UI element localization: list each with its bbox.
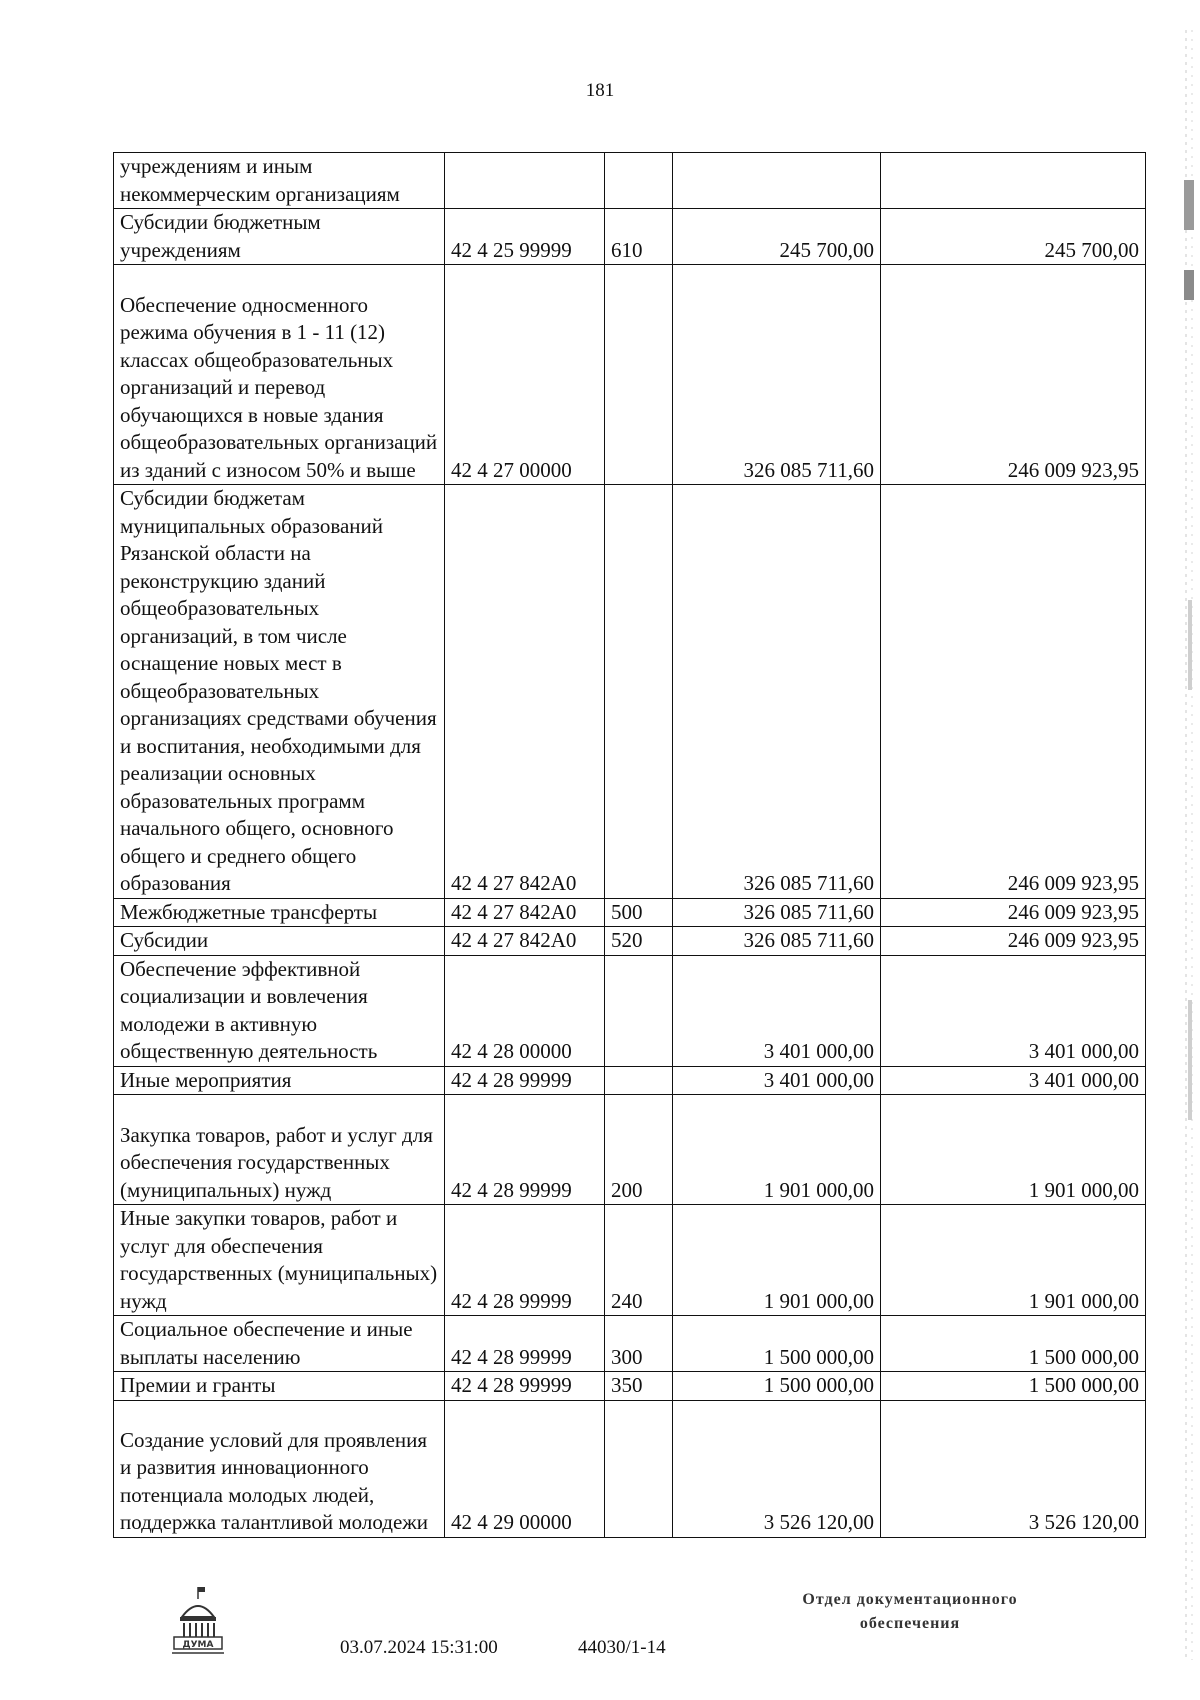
table-row [114,898,1146,927]
table-row [114,1095,1146,1205]
row-value-2: 1 500 000,00 [881,1372,1146,1401]
row-code: 42 4 29 00000 [445,1400,605,1537]
department-stamp-line-2: обеспечения [859,1615,961,1632]
row-name: учреждениям и иным некоммерческим организациям [114,153,445,209]
row-expense-type: 240 [605,1205,673,1316]
row-value-1: 1 901 000,00 [673,1205,881,1316]
table-row [114,927,1146,956]
row-code: 42 4 25 99999 [445,209,605,265]
row-value-1: 1 901 000,00 [673,1095,881,1205]
row-value-2 [881,153,1146,209]
row-value-2: 3 401 000,00 [881,955,1146,1066]
row-name: Социальное обеспечение и иные выплаты населению [114,1316,445,1372]
row-name: Обеспечение эффективной социализации и вовлечения молодежи в активную общественную деятельность [114,955,445,1066]
row-name: Субсидии [114,927,445,956]
table-row [114,1372,1146,1401]
table-row [114,1066,1146,1095]
page-number: 181 [585,80,615,101]
row-value-1: 245 700,00 [673,209,881,265]
row-expense-type [605,1400,673,1537]
row-value-2: 1 901 000,00 [881,1205,1146,1316]
row-value-1: 3 401 000,00 [673,1066,881,1095]
row-code: 42 4 28 99999 [445,1066,605,1095]
table-row [114,209,1146,265]
row-value-1 [673,153,881,209]
row-value-2: 246 009 923,95 [881,485,1146,899]
row-code [445,153,605,209]
row-value-1: 326 085 711,60 [673,898,881,927]
row-expense-type [605,955,673,1066]
row-value-2: 1 500 000,00 [881,1316,1146,1372]
row-value-2: 246 009 923,95 [881,898,1146,927]
duma-logo-icon [168,1585,228,1661]
row-code: 42 4 27 842А0 [445,898,605,927]
row-expense-type: 500 [605,898,673,927]
row-code: 42 4 28 99999 [445,1205,605,1316]
row-expense-type: 520 [605,927,673,956]
row-expense-type [605,153,673,209]
logo-text: ДУМА [182,1640,214,1650]
row-value-1: 1 500 000,00 [673,1316,881,1372]
table-row [114,1205,1146,1316]
row-value-2: 3 526 120,00 [881,1400,1146,1537]
row-value-1: 1 500 000,00 [673,1372,881,1401]
row-value-2: 246 009 923,95 [881,265,1146,485]
row-expense-type: 350 [605,1372,673,1401]
row-name: Обеспечение односменного режима обучения в 1 - 11 (12) классах общеобразовательных организаций и перевод обучающихся в новые здания общеобразовательных организаций из зданий с износом 50% и выше [114,265,445,485]
row-expense-type [605,485,673,899]
row-name: Премии и гранты [114,1372,445,1401]
department-stamp [760,1588,1060,1636]
document-number: 44030/1-14 [578,1637,666,1658]
table-row [114,1400,1146,1537]
row-code: 42 4 28 99999 [445,1316,605,1372]
row-code: 42 4 28 00000 [445,955,605,1066]
row-name: Межбюджетные трансферты [114,898,445,927]
table-row [114,1316,1146,1372]
row-value-1: 326 085 711,60 [673,485,881,899]
department-stamp-line-1: Отдел документационного [802,1591,1018,1608]
table-row [114,485,1146,899]
table-row [114,955,1146,1066]
row-code: 42 4 27 842А0 [445,485,605,899]
row-value-2: 1 901 000,00 [881,1095,1146,1205]
row-code: 42 4 28 99999 [445,1372,605,1401]
row-name: Закупка товаров, работ и услуг для обеспечения государственных (муниципальных) нужд [114,1095,445,1205]
row-code: 42 4 28 99999 [445,1095,605,1205]
table-row [114,153,1146,209]
row-value-2: 245 700,00 [881,209,1146,265]
scan-edge-artifact [1166,0,1200,1695]
row-expense-type: 300 [605,1316,673,1372]
row-expense-type [605,265,673,485]
row-name: Иные мероприятия [114,1066,445,1095]
row-name: Субсидии бюджетам муниципальных образований Рязанской области на реконструкцию зданий общеобразовательных организаций, в том числе оснащение новых мест в общеобразовательных организациях средствами обучения и воспитания, необходимыми для реализации основных образовательных программ начального общего, основного общего и среднего общего образования [114,485,445,899]
row-code: 42 4 27 842А0 [445,927,605,956]
row-expense-type: 610 [605,209,673,265]
row-name: Иные закупки товаров, работ и услуг для обеспечения государственных (муниципальных) нужд [114,1205,445,1316]
row-value-1: 3 401 000,00 [673,955,881,1066]
row-name: Создание условий для проявления и развития инновационного потенциала молодых людей, поддержка талантливой молодежи [114,1400,445,1537]
row-expense-type: 200 [605,1095,673,1205]
row-code: 42 4 27 00000 [445,265,605,485]
row-name: Субсидии бюджетным учреждениям [114,209,445,265]
row-value-2: 246 009 923,95 [881,927,1146,956]
table-row [114,265,1146,485]
budget-table [113,152,1146,1538]
row-value-2: 3 401 000,00 [881,1066,1146,1095]
row-value-1: 3 526 120,00 [673,1400,881,1537]
document-timestamp: 03.07.2024 15:31:00 [340,1637,498,1658]
row-value-1: 326 085 711,60 [673,927,881,956]
row-expense-type [605,1066,673,1095]
duma-logo [168,1585,228,1661]
row-value-1: 326 085 711,60 [673,265,881,485]
